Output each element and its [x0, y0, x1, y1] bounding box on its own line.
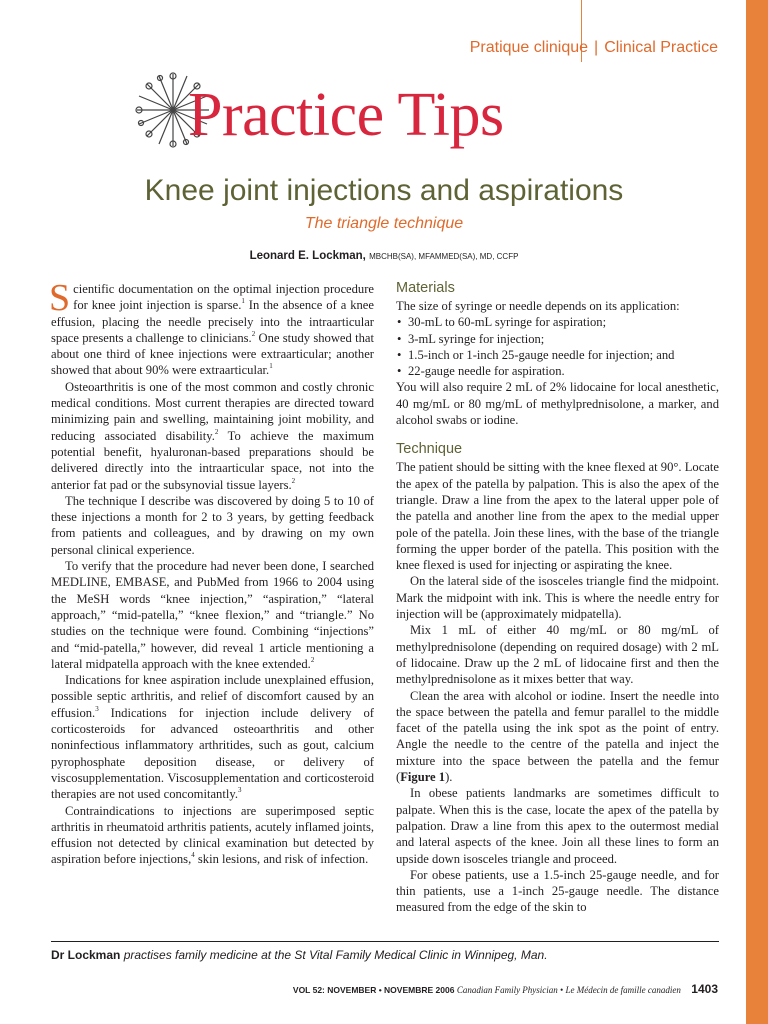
- left-column: [49, 277, 374, 868]
- page-footer: [200, 982, 718, 996]
- page-number: 1403: [691, 982, 718, 996]
- reference-marker: 3: [95, 704, 99, 713]
- footer-volume: VOL 52: NOVEMBER • NOVEMBRE 2006: [292, 985, 455, 995]
- section-label-fr: Pratique clinique: [469, 39, 589, 56]
- orange-margin-bar: [746, 0, 768, 1024]
- materials-heading: Materials: [396, 280, 455, 296]
- paragraph: Indications for knee aspiration include unexplained effusion, possible septic arthritis, and relief of discomfort caused by an effusion.$^3$ Indications for injection include delivery of corticosteroids for advanced osteoarthritis and other noninfectious inflammatory arthritides, such as gout, calcium pyrophosphate deposition disease, or delivery of viscosupplementation. Viscosupplementation and corticosteroid therapies are not used concomitantly.$^3$: [51, 673, 374, 802]
- materials-intro: The size of syringe or needle depends on its application:: [396, 299, 680, 313]
- paragraph: For obese patients, use a 1.5-inch 25-gauge needle, and for thin patients, use a 1-inch 25-gauge needle. The distance measured from the edge of the skin to: [396, 867, 719, 915]
- list-item: • 22-gauge needle for aspiration.: [396, 363, 719, 379]
- list-item: • 30-mL to 60-mL syringe for aspiration;: [396, 314, 719, 330]
- reference-marker: 4: [191, 851, 195, 860]
- reference-marker: 3: [237, 786, 242, 795]
- footnote-text: practises family medicine at the St Vital Family Medical Clinic in Winnipeg, Man.: [120, 948, 548, 962]
- reference-marker: 1: [269, 362, 273, 371]
- article-title: Knee joint injections and aspirations: [144, 174, 624, 207]
- brand-title: Practice Tips: [188, 81, 504, 149]
- paragraph: Scientific documentation on the optimal injection procedure for knee joint injection is sparse.$^1$ In the absence of a knee effusion, placing the needle precisely into the intraarticular space presents a challenge to clinicians.$^2$ One study showed that about one third of knee injections were extraarticular; another showed that about 90% were extraarticular.$^1$: [49, 277, 374, 378]
- reference-marker: 2: [214, 427, 219, 436]
- figure-reference[interactable]: Figure 1: [400, 770, 446, 785]
- author-footnote: [51, 948, 719, 962]
- footnote-name: Dr Lockman: [51, 948, 121, 962]
- paragraph: On the lateral side of the isosceles triangle find the midpoint. Mark the midpoint with ink. This is where the needle entry for injection will be (approximately midpatella).: [396, 574, 719, 622]
- paragraph: Clean the area with alcohol or iodine. Insert the needle into the space between the patella and femur parallel to the middle facet of the patella using the ink spot as the point of entry. Angle the needle to the centre of the patella and inject the mixture into the space between the patella and the femur (Figure 1).: [396, 688, 719, 785]
- author-credentials: MBCHB(SA), MFAMMED(SA), MD, CCFP: [369, 252, 519, 261]
- materials-list: [396, 314, 719, 379]
- paragraph: Contraindications to injections are superimposed septic arthritis in rheumatoid arthritis patients, acutely inflamed joints, effusion not detected by clinical examination but detected by aspiration before injections,$^4$ skin lesions, and risk of infection.: [51, 803, 374, 867]
- paragraph: Osteoarthritis is one of the most common and costly chronic medical conditions. Most current therapies are directed toward minimizing pain and swelling, maintaining joint mobility, and reducing associated disability.$^2$ To achieve the maximum potential benefit, hyaluronan-based preparations should be delivered directly into the intraarticular space, not into the anterior fat pad or the subsynovial tissue layers.$^2$: [51, 379, 374, 492]
- technique-heading: Technique: [396, 441, 463, 458]
- footer-journal: Canadian Family Physician • Le Médecin de famille canadien: [456, 985, 681, 995]
- paragraph: The patient should be sitting with the knee flexed at 90°. Locate the apex of the patella by palpation. This is also the apex of the triangle. Draw a line from the apex to the lateral upper pole of the patella and another line from the apex to the medial upper pole of the patella. Join these lines, with the base of the triangle forming the upper border of the patella. This position with the knee flexed is used for injecting or aspirating the knee.: [396, 460, 719, 573]
- reference-marker: 2: [251, 329, 256, 338]
- reference-marker: 2: [291, 476, 296, 485]
- section-separator: |: [594, 39, 599, 56]
- paragraph: To verify that the procedure had never been done, I searched MEDLINE, EMBASE, and PubMed from 1966 to 2004 using the MeSH words “knee injection,” “aspiration,” “lateral approach,” “mid-patella,” “knee flexion,” and “triangle.” No studies on the technique were found. Combining “injections” and “mid-patella,” however, did reveal 1 article mentioning a lateral midpatella approach with the knee extended.$^2$: [51, 559, 374, 671]
- paragraph: In obese patients landmarks are sometimes difficult to palpate. When this is the case, locate the apex of the patella by palpation. Draw a line from this apex to the outermost medial and lateral aspects of the knee. Join all these lines to form an upside down isosceles triangle and proceed.: [396, 786, 719, 866]
- list-item: • 1.5-inch or 1-inch 25-gauge needle for injection; and: [396, 347, 719, 363]
- section-labels: [360, 39, 718, 57]
- materials-outro: You will also require 2 mL of 2% lidocaine for local anesthetic, 40 mg/mL or 80 mg/mL of methylprednisolone, a marker, and alcohol swabs or iodine.: [396, 380, 719, 428]
- paragraph: Mix 1 mL of either 40 mg/mL or 80 mg/mL of methylprednisolone (depending on required dosage) with 2 mL of lidocaine. Draw up the 2 mL of lidocaine first and then the methylprednisolone as it mixes better that way.: [396, 623, 719, 687]
- right-column: [396, 279, 719, 916]
- drop-cap: S: [49, 277, 71, 319]
- footnote-rule: [51, 941, 719, 942]
- byline: [0, 250, 768, 262]
- article-subtitle: The triangle technique: [304, 215, 464, 232]
- list-item: • 3-mL syringe for injection;: [396, 331, 719, 347]
- section-label-en: Clinical Practice: [604, 39, 718, 56]
- reference-marker: 1: [241, 297, 245, 306]
- paragraph: The technique I describe was discovered by doing 5 to 10 of these injections a month for 2 to 3 years, by getting feedback from patients and colleagues, and by drawing on my own personal clinical experience.: [51, 493, 374, 557]
- author-name: Leonard E. Lockman,: [249, 250, 366, 262]
- reference-marker: 2: [310, 655, 315, 664]
